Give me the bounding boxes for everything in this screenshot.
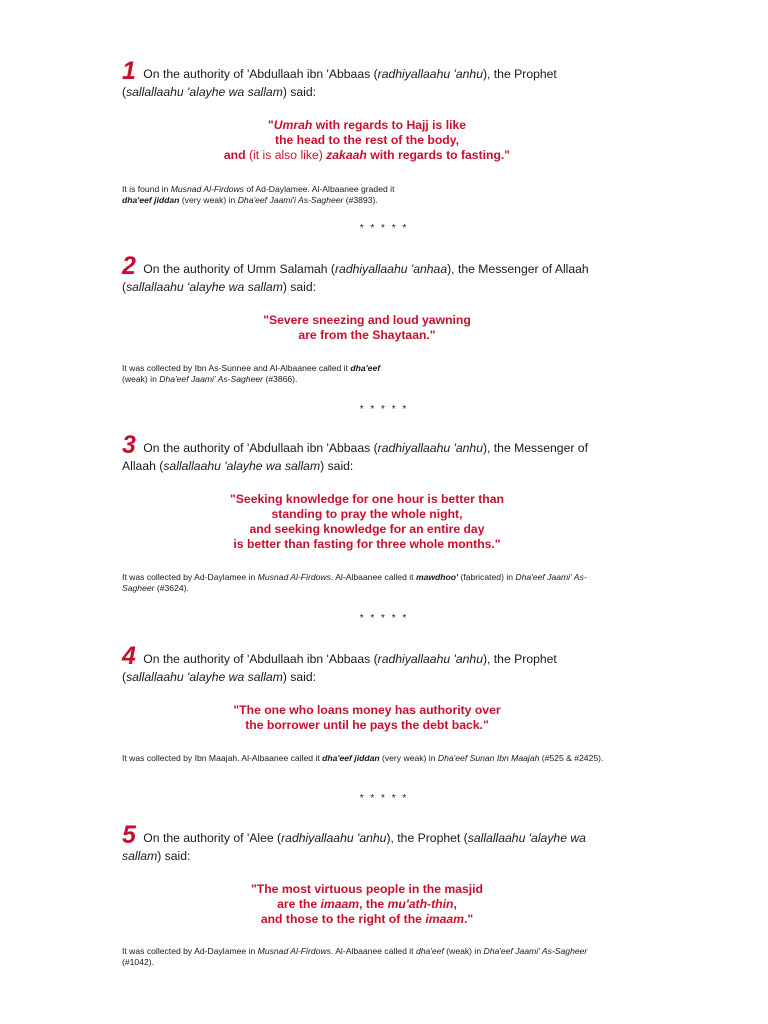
entry-number: 1 (122, 57, 136, 85)
text-run: (#3624). (154, 583, 189, 593)
separator: * * * * * (359, 613, 409, 624)
text-run: It was collected by Ad-Daylamee in (122, 946, 258, 956)
hadith-line (122, 912, 612, 927)
text-run: "Seeking knowledge for one hour is better than (230, 492, 504, 506)
text-run: are from the Shaytaan." (298, 328, 436, 342)
text-run: (weak) in (122, 374, 160, 384)
text-run (416, 572, 458, 582)
text-run: ), the Prophet ( (122, 67, 557, 99)
hadith-line (122, 897, 612, 912)
hadith-line (122, 537, 612, 552)
text-run: . Al-Albaanee called it (330, 572, 416, 582)
text-run: with regards to Hajj is like (312, 118, 467, 132)
text-run: dha'eef (350, 363, 381, 373)
intro-text (122, 652, 557, 684)
text-run: radhiyallaahu 'anhaa (335, 262, 448, 276)
entry-intro (122, 252, 612, 296)
text-run: sallallaahu 'alayhe wa sallam (122, 831, 586, 863)
text-run: . Al-Albaanee called it (330, 946, 416, 956)
text-run: the borrower until he pays the debt back." (245, 718, 489, 732)
text-run: sallallaahu 'alayhe wa sallam (126, 280, 283, 294)
text-run: mawdhoo' (415, 572, 459, 582)
text-run: Dha'eef Jaami' As-Sagheer (122, 572, 587, 593)
text-run (122, 195, 179, 205)
text-run: sallallaahu 'alayhe wa sallam (126, 85, 283, 99)
hadith-line (122, 882, 612, 897)
hadith-entry-5 (122, 821, 612, 968)
text-run: are the (277, 897, 321, 911)
text-run: ) said: (282, 670, 317, 684)
entry-number: 4 (122, 642, 136, 670)
text-run: (#1042). (122, 957, 155, 967)
intro-text (122, 831, 586, 863)
text-run: radhiyallaahu 'anhu (281, 831, 387, 845)
hadith-line (122, 313, 612, 328)
entry-number: 5 (122, 821, 136, 849)
text-run: " (267, 118, 274, 132)
text-run: Dha'eef Jaami' As-Sagheer (159, 374, 264, 384)
text-run: ) said: (157, 849, 191, 863)
text-run: radhiyallaahu 'anhu (377, 652, 483, 666)
entry-number: 3 (122, 431, 136, 459)
text-run: (very weak) in (379, 753, 438, 763)
text-run: and (223, 148, 249, 162)
text-run: is better than fasting for three whole months." (233, 537, 501, 551)
text-run: , (453, 897, 457, 911)
text-run: ) said: (282, 280, 317, 294)
entry-intro (122, 431, 612, 475)
text-run: (fabricated) in (458, 572, 516, 582)
hadith-line (122, 492, 612, 507)
text-run: radhiyallaahu 'anhu (377, 67, 483, 81)
hadith-line (122, 133, 612, 148)
separator: * * * * * (359, 793, 409, 804)
text-run: imaam (425, 912, 464, 926)
hadith-line (122, 118, 612, 133)
hadith-line (122, 148, 612, 163)
source-note (122, 363, 612, 385)
hadith-line (122, 718, 612, 733)
text-run: dha'eef jiddan (122, 195, 180, 205)
separator: * * * * * (359, 223, 409, 234)
text-run: Musnad Al-Firdows (257, 946, 331, 956)
hadith-quote (122, 313, 612, 343)
text-run: On the authority of 'Alee ( (143, 831, 282, 845)
text-run: the head to the rest of the body, (275, 133, 459, 147)
text-run: ), the Prophet ( (386, 831, 468, 845)
text-run: On the authority of Umm Salamah ( (143, 262, 335, 276)
entry-intro (122, 821, 612, 865)
source-note (122, 572, 612, 594)
text-run: standing to pray the whole night, (271, 507, 463, 521)
text-run: ), the Prophet ( (122, 652, 557, 684)
text-run: Dha'eef Jaami'i As-Sagheer (237, 195, 344, 205)
intro-text (122, 67, 557, 99)
text-run: dha'eef jiddan (322, 753, 380, 763)
text-run: ) said: (320, 459, 354, 473)
text-run: Dha'eef Jaami' As-Sagheer (483, 946, 588, 956)
text-run: dha'eef (415, 946, 444, 956)
text-run: Musnad Al-Firdows (170, 184, 244, 194)
text-run: and seeking knowledge for an entire day (249, 522, 485, 536)
text-run: It was collected by Ad-Daylamee in (122, 572, 258, 582)
text-run: (#525 & #2425). (539, 753, 604, 763)
text-run: "The most virtuous people in the masjid (251, 882, 483, 896)
source-note (122, 753, 612, 764)
text-run: (#3866). (263, 374, 298, 384)
hadith-line (122, 522, 612, 537)
text-run: ), the Messenger of Allaah ( (122, 441, 588, 473)
text-run: ), the Messenger of Allaah ( (122, 262, 589, 294)
hadith-line (122, 507, 612, 522)
text-run: radhiyallaahu 'anhu (377, 441, 483, 455)
separator: * * * * * (359, 404, 409, 415)
hadith-line (122, 328, 612, 343)
text-run: Dha'eef Sunan Ibn Maajah (437, 753, 540, 763)
text-run: and those to the right of the (260, 912, 426, 926)
source-note (122, 946, 612, 968)
text-run: of Ad-Daylamee. Al-Albaanee graded it (243, 184, 395, 194)
text-run: Musnad Al-Firdows (257, 572, 331, 582)
intro-text (122, 262, 589, 294)
text-run: with regards to fasting." (366, 148, 511, 162)
text-run: It is found in (122, 184, 171, 194)
text-run: (weak) in (443, 946, 484, 956)
text-run (322, 753, 379, 763)
hadith-entry-1 (122, 57, 612, 206)
text-run: sallallaahu 'alayhe wa sallam (126, 670, 283, 684)
hadith-quote (122, 118, 612, 163)
text-run: On the authority of 'Abdullaah ibn 'Abbaas ( (143, 67, 378, 81)
entry-intro (122, 57, 612, 101)
text-run: ." (463, 912, 474, 926)
text-run: "The one who loans money has authority over (233, 703, 501, 717)
hadith-quote (122, 703, 612, 733)
text-run: (it is also like) (248, 148, 327, 162)
entry-number: 2 (122, 252, 136, 280)
text-run: On the authority of 'Abdullaah ibn 'Abbaas ( (143, 652, 378, 666)
text-run: sallallaahu 'alayhe wa sallam (163, 459, 321, 473)
hadith-line (122, 703, 612, 718)
source-note (122, 184, 612, 206)
hadith-entry-4 (122, 642, 612, 764)
text-run: mu'ath-thin (387, 897, 454, 911)
text-run: "Severe sneezing and loud yawning (263, 313, 471, 327)
text-run: It was collected by Ibn Maajah. Al-Albaanee called it (122, 753, 323, 763)
hadith-entry-3 (122, 431, 612, 594)
text-run: It was collected by Ibn As-Sunnee and Al-Albaanee called it (122, 363, 351, 373)
hadith-entry-2 (122, 252, 612, 385)
text-run: On the authority of 'Abdullaah ibn 'Abbaas ( (143, 441, 378, 455)
text-run: , the (359, 897, 388, 911)
text-run: Umrah (273, 118, 313, 132)
text-run: zakaah (326, 148, 367, 162)
hadith-quote (122, 492, 612, 552)
text-run: (very weak) in (179, 195, 238, 205)
text-run: ) said: (282, 85, 317, 99)
text-run (350, 363, 380, 373)
entry-intro (122, 642, 612, 686)
text-run: imaam (320, 897, 360, 911)
text-run: (#3893). (343, 195, 378, 205)
intro-text (122, 441, 588, 473)
hadith-quote (122, 882, 612, 927)
